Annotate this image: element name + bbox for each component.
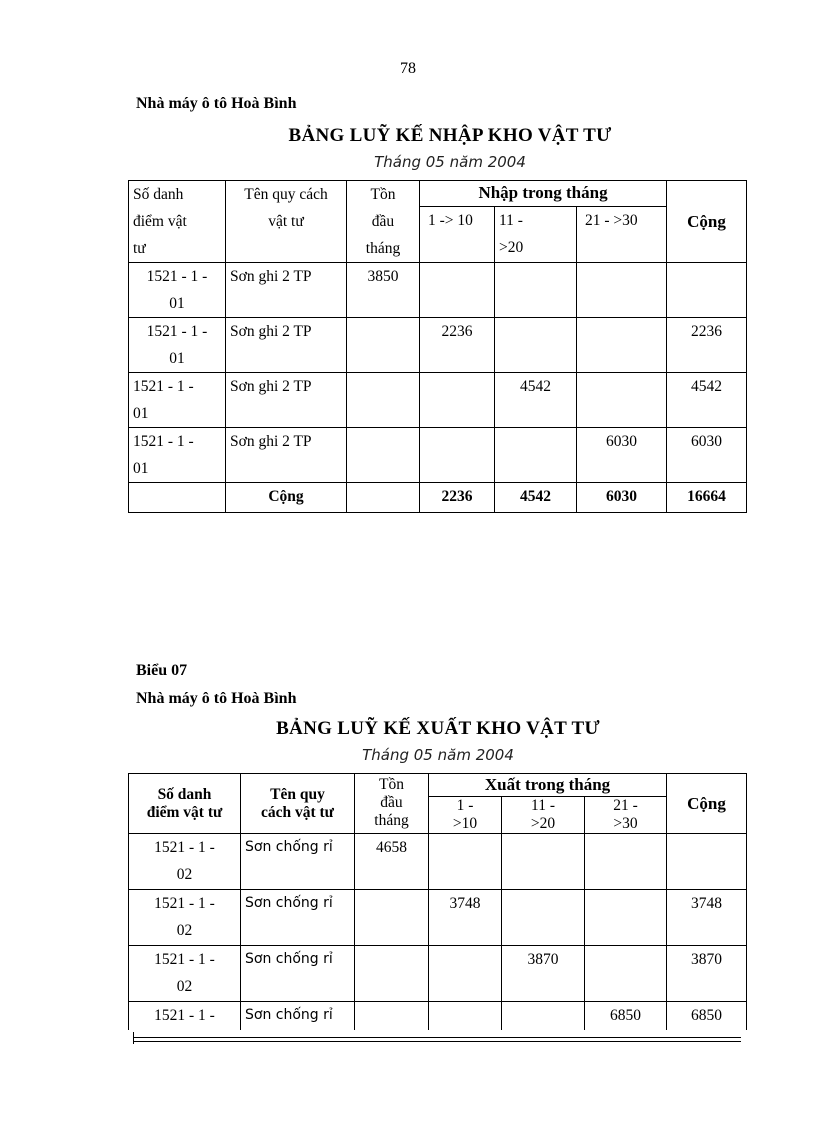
- header-p3: 21 - >30: [585, 797, 667, 834]
- header-p1: 1 - >10: [429, 797, 502, 834]
- import-table-subtitle: Tháng 05 năm 2004: [374, 153, 526, 171]
- table-row: 1521 - 1 - 02 Sơn chống rỉ 3748 3748: [129, 890, 747, 946]
- table-row: 1521 - 1 - 01 Sơn ghi 2 TP 4542 4542: [129, 373, 747, 428]
- header-p1: 1 -> 10: [420, 206, 495, 262]
- page-bottom-rule-2: [133, 1041, 741, 1042]
- header-code: Số danh điểm vật tư: [129, 774, 241, 834]
- company-name: Nhà máy ô tô Hoà Bình: [136, 95, 297, 112]
- company-name-2: Nhà máy ô tô Hoà Bình: [136, 690, 297, 707]
- header-total: Cộng: [667, 774, 747, 834]
- table-row: 1521 - 1 - Sơn chống rỉ 6850 6850: [129, 1002, 747, 1031]
- export-table-subtitle: Tháng 05 năm 2004: [362, 746, 514, 764]
- header-p2: 11 - >20: [495, 206, 577, 262]
- header-p3: 21 - >30: [577, 206, 667, 262]
- export-table-title: BẢNG LUỸ KẾ XUẤT KHO VẬT TƯ: [276, 718, 600, 739]
- import-table: [128, 180, 747, 513]
- table-row: 1521 - 1 - 01 Sơn ghi 2 TP 2236 2236: [129, 318, 747, 373]
- import-table-title: BẢNG LUỸ KẾ NHẬP KHO VẬT TƯ: [288, 125, 612, 146]
- page-number: 78: [400, 60, 416, 77]
- header-name: Tên quy cách vật tư: [226, 181, 347, 263]
- page-bottom-rule: [133, 1037, 741, 1038]
- form-label: Biểu 07: [136, 662, 188, 679]
- table-row: 1521 - 1 - 02 Sơn chống rỉ 4658: [129, 834, 747, 890]
- header-opening: Tồn đầu tháng: [347, 181, 420, 263]
- header-name: Tên quy cách vật tư: [241, 774, 355, 834]
- header-total: Cộng: [667, 181, 747, 263]
- header-p2: 11 - >20: [502, 797, 585, 834]
- header-group: Nhập trong tháng: [420, 181, 667, 207]
- import-header-row: [129, 181, 747, 207]
- table-row: 1521 - 1 - 01 Sơn ghi 2 TP 3850: [129, 263, 747, 318]
- total-row: Cộng 2236 4542 6030 16664: [129, 483, 747, 513]
- header-code: Số danh điểm vật tư: [129, 181, 226, 263]
- rule-tick: [133, 1032, 134, 1044]
- table-row: 1521 - 1 - 02 Sơn chống rỉ 3870 3870: [129, 946, 747, 1002]
- export-table: [128, 773, 747, 1030]
- header-group: Xuất trong tháng: [429, 774, 667, 797]
- table-row: 1521 - 1 - 01 Sơn ghi 2 TP 6030 6030: [129, 428, 747, 483]
- export-header-row: [129, 774, 747, 797]
- header-opening: Tồn đầu tháng: [355, 774, 429, 834]
